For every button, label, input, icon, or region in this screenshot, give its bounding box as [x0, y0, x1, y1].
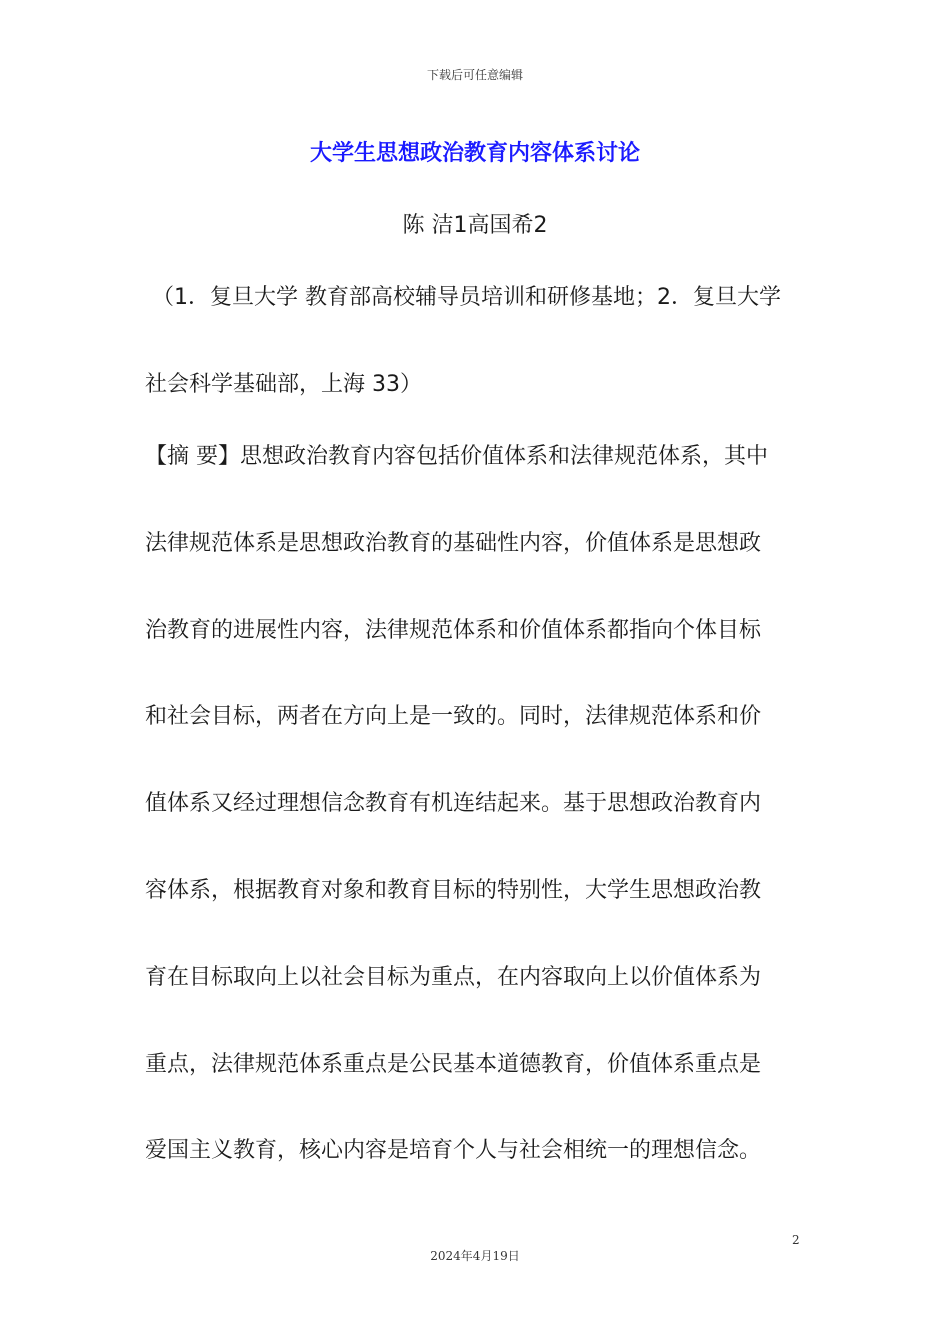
document-authors: 陈 洁1高国希2 [402, 213, 548, 238]
abstract-line: 值体系又经过理想信念教育有机连结起来。基于思想政治教育内 [145, 791, 762, 817]
affiliation-line: 社会科学基础部，上海 33） [145, 372, 422, 397]
page-number: 2 [792, 1233, 800, 1247]
abstract-line: 治教育的进展性内容，法律规范体系和价值体系都指向个体目标 [145, 617, 762, 643]
abstract-line: 重点，法律规范体系重点是公民基本道德教育，价值体系重点是 [145, 1051, 762, 1077]
footer-date: 2024年4月19日 [430, 1249, 520, 1263]
abstract [145, 414, 810, 1195]
affiliation-line: （1．复旦大学 教育部高校辅导员培训和研修基地；2．复旦大学 [152, 285, 781, 310]
abstract-line: 容体系，根据教育对象和教育目标的特别性，大学生思想政治教 [145, 877, 762, 903]
header-note: 下载后可任意编辑 [426, 68, 523, 82]
abstract-line: 爱国主义教育，核心内容是培育个人与社会相统一的理想信念。 [145, 1138, 762, 1164]
document-title: 大学生思想政治教育内容体系讨论 [309, 141, 640, 166]
abstract-line: 和社会目标，两者在方向上是一致的。同时，法律规范体系和价 [145, 704, 762, 730]
abstract-line: 【摘 要】思想政治教育内容包括价值体系和法律规范体系，其中 [145, 444, 768, 469]
abstract-line: 育在目标取向上以社会目标为重点，在内容取向上以价值体系为 [145, 964, 762, 990]
abstract-line: 法律规范体系是思想政治教育的基础性内容，价值体系是思想政 [145, 530, 762, 556]
